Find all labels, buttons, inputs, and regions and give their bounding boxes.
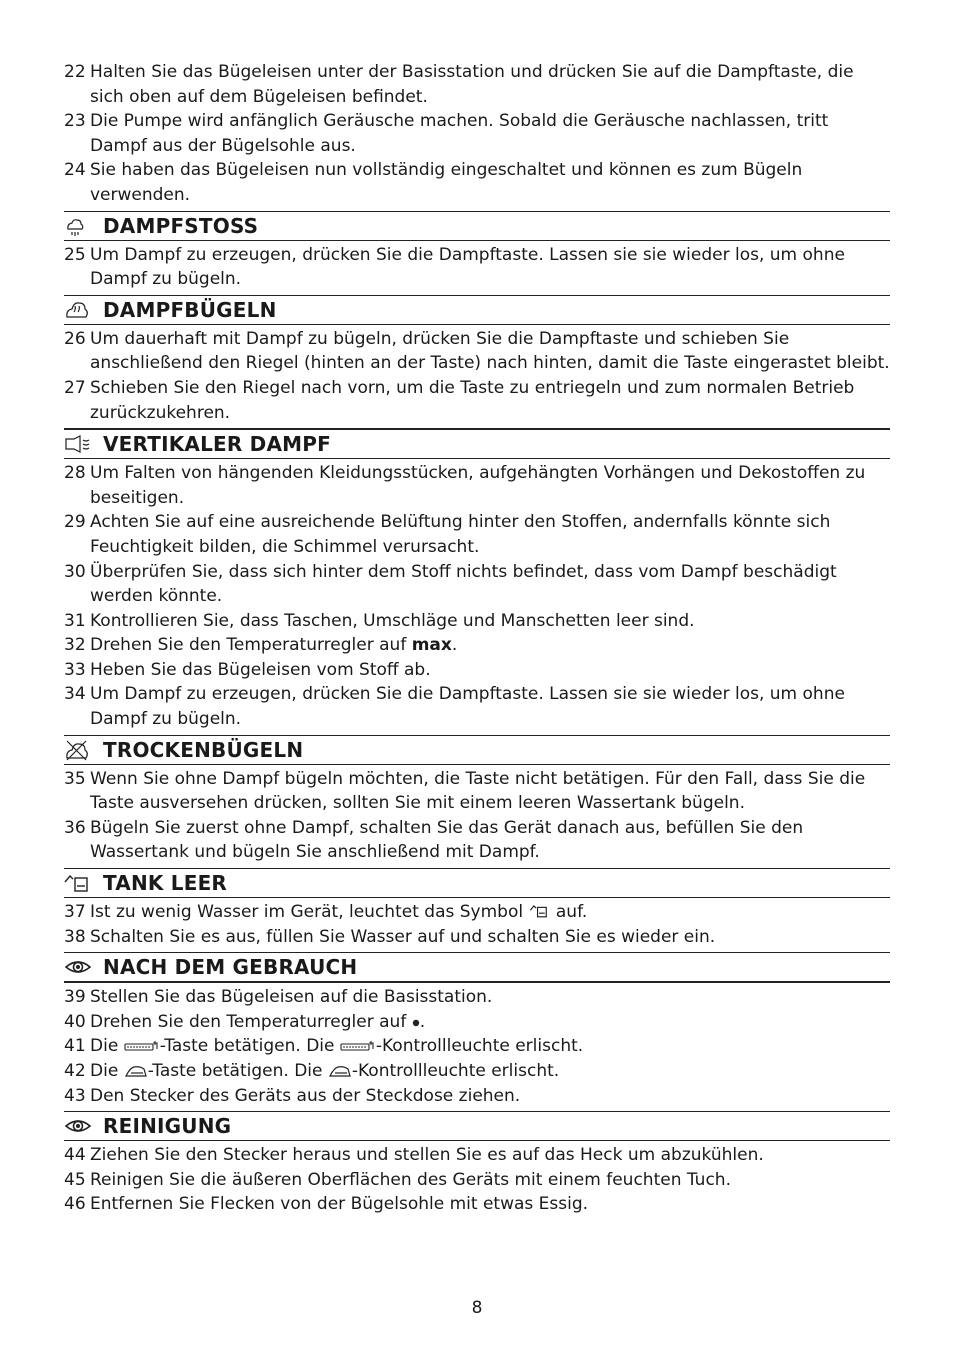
item-number: 30 bbox=[64, 561, 86, 582]
section-header-vertikal bbox=[64, 428, 890, 459]
item-number: 36 bbox=[64, 817, 86, 838]
item-number: 24 bbox=[64, 160, 86, 181]
item-number: 44 bbox=[64, 1145, 86, 1166]
list-item bbox=[64, 1084, 890, 1109]
item-text: . bbox=[419, 1011, 426, 1032]
base-station-icon bbox=[340, 1039, 376, 1053]
item-text: -Taste betätigen. Die bbox=[147, 1061, 328, 1081]
item-text: -Kontrollleuchte erlischt. bbox=[375, 1036, 584, 1057]
item-number: 28 bbox=[64, 463, 86, 484]
item-text: Um Dampf zu erzeugen, drücken Sie die Dampftaste. Lassen sie sie wieder los, um ohne Dampf zu bügeln. bbox=[90, 244, 845, 290]
item-text: Entfernen Sie Flecken von der Bügelsohle mit etwas Essig. bbox=[90, 1194, 589, 1215]
list-item bbox=[64, 510, 890, 559]
list-item bbox=[64, 461, 890, 510]
vertical-steam-icon bbox=[64, 433, 90, 455]
item-number: 41 bbox=[64, 1036, 86, 1057]
eye-icon bbox=[64, 956, 90, 978]
list-item bbox=[64, 109, 890, 158]
list-item bbox=[64, 816, 890, 865]
item-text: Sie haben das Bügeleisen nun vollständig eingeschaltet und können es zum Bügeln verwenden. bbox=[90, 160, 803, 205]
list-item bbox=[64, 1168, 890, 1193]
list-item bbox=[64, 985, 890, 1010]
item-text: Stellen Sie das Bügeleisen auf die Basisstation. bbox=[90, 987, 493, 1008]
section-header-tank bbox=[64, 868, 890, 898]
item-text: Wenn Sie ohne Dampf bügeln möchten, die Taste nicht betätigen. Für den Fall, dass Sie die Taste ausversehen drücken, sollten Sie mit einem leeren Wassertank bügeln. bbox=[90, 768, 866, 814]
item-number: 27 bbox=[64, 377, 86, 398]
list-item bbox=[64, 609, 890, 634]
item-number: 29 bbox=[64, 512, 86, 533]
eye-icon bbox=[64, 1115, 90, 1137]
list-item bbox=[64, 1034, 890, 1059]
section-header-gebrauch bbox=[64, 952, 890, 983]
section-title: NACH DEM GEBRAUCH bbox=[103, 955, 358, 980]
item-text: Bügeln Sie zuerst ohne Dampf, schalten Sie das Gerät danach aus, befüllen Sie den Wassertank und bügeln Sie anschließend mit Dampf. bbox=[90, 817, 804, 863]
dot-setting-icon bbox=[412, 1019, 420, 1029]
item-number: 43 bbox=[64, 1085, 86, 1106]
item-number: 38 bbox=[64, 926, 86, 947]
list-item bbox=[64, 1143, 890, 1168]
item-text-bold: max bbox=[411, 635, 452, 656]
section-header-dampfstoss bbox=[64, 211, 890, 241]
iron-icon bbox=[124, 1064, 148, 1078]
list-item bbox=[64, 158, 890, 207]
section-header-reinigung bbox=[64, 1111, 890, 1141]
item-text: Heben Sie das Bügeleisen vom Stoff ab. bbox=[90, 659, 431, 680]
list-item bbox=[64, 1059, 890, 1084]
list-item bbox=[64, 1010, 890, 1035]
item-text: Den Stecker des Geräts aus der Steckdose ziehen. bbox=[90, 1085, 521, 1106]
list-item bbox=[64, 60, 890, 109]
list-item bbox=[64, 1192, 890, 1217]
section-title: TANK LEER bbox=[103, 871, 228, 896]
item-number: 26 bbox=[64, 328, 86, 349]
list-item bbox=[64, 327, 890, 376]
item-number: 31 bbox=[64, 610, 86, 631]
page-number: 8 bbox=[471, 1298, 483, 1318]
item-text: Achten Sie auf eine ausreichende Belüftung hinter den Stoffen, andernfalls könnte sich Feuchtigkeit bilden, die Schimmel verursacht. bbox=[90, 512, 831, 557]
item-text: Reinigen Sie die äußeren Oberflächen des Geräts mit einem feuchten Tuch. bbox=[90, 1169, 731, 1190]
item-number: 25 bbox=[64, 244, 86, 265]
item-text: Die bbox=[90, 1061, 124, 1081]
item-text: Ist zu wenig Wasser im Gerät, leuchtet das Symbol bbox=[90, 902, 529, 923]
section-title: DAMPFSTOSS bbox=[103, 213, 259, 238]
item-text: -Taste betätigen. Die bbox=[159, 1036, 340, 1057]
item-text: Schalten Sie es aus, füllen Sie Wasser auf und schalten Sie es wieder ein. bbox=[90, 926, 716, 947]
item-number: 23 bbox=[64, 111, 86, 132]
item-text: Drehen Sie den Temperaturregler auf bbox=[90, 635, 412, 656]
item-text: Um Falten von hängenden Kleidungsstücken, aufgehängten Vorhängen und Dekostoffen zu beseitigen. bbox=[90, 463, 866, 508]
section-header-dampfbuegeln bbox=[64, 295, 890, 325]
item-number: 33 bbox=[64, 659, 86, 680]
section-title: TROCKENBÜGELN bbox=[103, 737, 304, 762]
list-item bbox=[64, 658, 890, 683]
section-header-trocken bbox=[64, 735, 890, 765]
item-text: Überprüfen Sie, dass sich hinter dem Stoff nichts befindet, dass vom Dampf beschädigt werden könnte. bbox=[90, 561, 837, 607]
item-text: Um Dampf zu erzeugen, drücken Sie die Dampftaste. Lassen sie sie wieder los, um ohne Dampf zu bügeln. bbox=[90, 684, 845, 730]
item-text: Um dauerhaft mit Dampf zu bügeln, drücken Sie die Dampftaste und schieben Sie anschließend den Riegel (hinten an der Taste) nach hinten, damit die Taste eingerastet bleibt. bbox=[90, 328, 890, 374]
tank-empty-icon bbox=[64, 872, 90, 894]
item-number: 42 bbox=[64, 1061, 86, 1081]
item-text: Halten Sie das Bügeleisen unter der Basisstation und drücken Sie auf die Dampftaste, die sich oben auf dem Bügeleisen befindet. bbox=[90, 62, 854, 107]
item-text: Kontrollieren Sie, dass Taschen, Umschläge und Manschetten leer sind. bbox=[90, 610, 695, 631]
item-number: 45 bbox=[64, 1169, 86, 1190]
section-title: DAMPFBÜGELN bbox=[103, 297, 277, 322]
manual-page bbox=[64, 60, 890, 1217]
list-item bbox=[64, 560, 890, 609]
item-number: 22 bbox=[64, 62, 86, 82]
list-item bbox=[64, 243, 890, 292]
steam-burst-icon bbox=[64, 215, 90, 237]
item-number: 39 bbox=[64, 987, 86, 1008]
item-number: 37 bbox=[64, 902, 86, 923]
tank-empty-icon bbox=[528, 903, 550, 919]
item-text: Schieben Sie den Riegel nach vorn, um die Taste zu entriegeln und zum normalen Betrieb zurückzukehren. bbox=[90, 377, 855, 423]
item-number: 32 bbox=[64, 635, 86, 656]
item-text: -Kontrollleuchte erlischt. bbox=[351, 1061, 560, 1081]
item-text: auf. bbox=[550, 902, 588, 923]
base-station-icon bbox=[124, 1039, 160, 1053]
list-item bbox=[64, 925, 890, 950]
list-item bbox=[64, 633, 890, 658]
iron-icon bbox=[328, 1064, 352, 1078]
item-text: Drehen Sie den Temperaturregler auf bbox=[90, 1011, 412, 1032]
list-item bbox=[64, 682, 890, 731]
item-number: 40 bbox=[64, 1011, 86, 1032]
item-text: Ziehen Sie den Stecker heraus und stellen Sie es auf das Heck um abzukühlen. bbox=[90, 1145, 764, 1166]
list-item bbox=[64, 767, 890, 816]
steam-ironing-icon bbox=[64, 299, 90, 321]
item-text: Die Pumpe wird anfänglich Geräusche machen. Sobald die Geräusche nachlassen, tritt Dampf aus der Bügelsohle aus. bbox=[90, 111, 829, 156]
item-number: 35 bbox=[64, 768, 86, 789]
item-text: . bbox=[451, 635, 458, 656]
item-number: 46 bbox=[64, 1194, 86, 1215]
list-item bbox=[64, 376, 890, 425]
section-title: VERTIKALER DAMPF bbox=[103, 432, 331, 457]
dry-ironing-icon bbox=[64, 739, 90, 761]
section-title: REINIGUNG bbox=[103, 1114, 232, 1139]
item-number: 34 bbox=[64, 684, 86, 705]
list-item bbox=[64, 900, 890, 925]
item-text: Die bbox=[90, 1036, 124, 1057]
